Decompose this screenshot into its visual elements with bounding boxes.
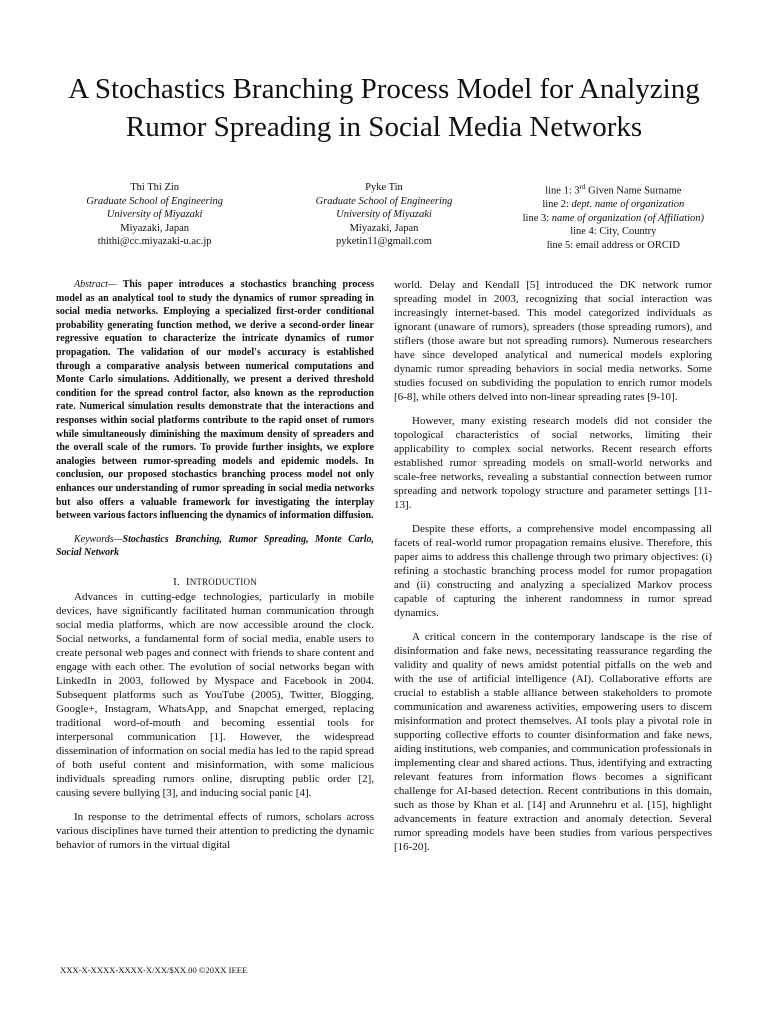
author-location: Miyazaki, Japan: [120, 222, 190, 234]
paragraph: In response to the detrimental effects of rumors, scholars across various disciplines have turned their attention to predicting the dynamic behavior of rumors in the virtual digital: [56, 810, 374, 851]
author-dept: Graduate School of Engineering: [315, 195, 453, 207]
author-1: [40, 181, 269, 252]
author-block: [40, 181, 728, 252]
author-name: Thi Thi Zin: [130, 182, 180, 193]
author-email: thithi@cc.miyazaki-u.ac.jp: [97, 236, 212, 248]
author3-line3: line 3: name of organization (of Affiliation): [522, 212, 705, 224]
author-org: University of Miyazaki: [336, 209, 432, 221]
author-dept: Graduate School of Engineering: [86, 195, 224, 207]
author3-line1: line 1: 3rd Given Name Surname: [545, 183, 682, 197]
author-org: University of Miyazaki: [106, 209, 203, 221]
paragraph: However, many existing research models did not consider the topological characteristics of social networks, limiting their applicability to complex social networks. Recent research efforts established rumor spreading models on small-world networks and scale-free networks, revealing a substantial connection between rumor spreading and network topology structure and parameter settings [11-13].: [394, 415, 712, 511]
left-column: [56, 278, 374, 862]
keywords-lead: Keywords—: [74, 533, 123, 545]
abstract-lead: Abstract—: [74, 279, 117, 290]
author-location: Miyazaki, Japan: [349, 222, 419, 234]
paragraph: Advances in cutting-edge technologies, particularly in mobile devices, have significantly facilitated human communication through social media platforms, which are now accessible around the clock. Social networks, a fundamental form of social media, enable users to create personal web pages and connect with friends to share content and engage with each other. The evolution of social networks began with LinkedIn in 2003, followed by Myspace and Facebook in 2004. Subsequent platforms such as YouTube (2005), Twitter, Blogging, Google+, Instagram, WhatsApp, and Snapchat emerged, replacing traditional word-of-mouth and becoming essential tools for interpersonal communication [1]. However, the widespread dissemination of information on social media has led to the rapid spread of both useful content and misinformation, with some malicious individuals spreading rumors online, disrupting public order [2], causing severe bullying [3], and inducing social panic [4].: [56, 590, 374, 799]
author3-line4: line 4: City, Country: [570, 226, 657, 238]
section-heading-introduction: I. INTRODUCTION: [173, 575, 257, 588]
paragraph: Despite these efforts, a comprehensive model encompassing all facets of real-world rumor propagation remains elusive. Therefore, this paper aims to address this challenge through two primary objectives: (i) refining a stochastic branching process model for rumor propagation and (ii) constructing and analyzing a specialized Markov process capable of capturing the inherent randomness in rumor spread dynamics.: [394, 523, 712, 619]
paper-title: A Stochastics Branching Process Model for Analyzing Rumor Spreading in Social Media Networks: [68, 73, 700, 143]
keywords-text: Stochastics Branching, Rumor Spreading, Monte Carlo, Social Network: [56, 533, 374, 559]
author-2: [269, 181, 498, 252]
author-name: Pyke Tin: [365, 182, 403, 193]
author3-line5: line 5: email address or ORCID: [546, 239, 680, 251]
right-column: [394, 278, 712, 864]
author-email: pyketin11@gmail.com: [336, 236, 432, 248]
author3-line2: line 2: dept. name of organization: [542, 199, 685, 211]
copyright-footer: XXX-X-XXXX-XXXX-X/XX/$XX.00 ©20XX IEEE: [60, 965, 248, 975]
abstract: [56, 278, 374, 523]
keywords: [56, 533, 374, 560]
abstract-text: This paper introduces a stochastics branching process model as an analytical tool to study the dynamics of rumor spreading in social media networks. Employing a specialized first-order conditional probability generating function method, we derive a second-order linear regressive equation to characterize the intricate dynamics of rumor propagation. The validation of our model's accuracy is established through a comparative analysis between numerical computations and Monte Carlo simulations. Additionally, we present a derived threshold condition for the spread control factor, also known as the reproduction rate. Numerical simulation results demonstrate that the interactions and responses within social platforms contribute to the rapid onset of rumors while simultaneously diminishing the maximum density of spreaders and the overall scale of the rumors. To provide further insights, we explore analogies between rumor-spreading models and epidemic models. In conclusion, our proposed stochastics branching process model not only enhances our understanding of rumor spreading in social media networks but also offers a valuable framework for investigating the interplay between various factors influencing the dynamics of information diffusion.: [56, 279, 374, 522]
paragraph: A critical concern in the contemporary landscape is the rise of disinformation and fake news, necessitating reassurance regarding the validity and quality of news amidst potential pitfalls on the web and with the use of artificial intelligence (AI). Collaborative efforts are crucial to establish a stable alliance between stakeholders to promote communication and awareness activities, empowering users to discern misinformation and protect themselves. AI tools play a pivotal role in supporting collective efforts to counter disinformation and fake news, aiding institutions, web companies, and communication professionals in implementing clear and shared actions. Thus, identifying and extracting relevant features from information flows becomes a significant challenge for AI-based detection. Recent contributions in this domain, such as those by Khan et al. [14] and Arunnehru et al. [15], highlight advancements in feature extraction and anomaly detection. Several rumor spreading models have been studies from various perspectives [16-20].: [394, 631, 712, 853]
paragraph: world. Delay and Kendall [5] introduced the DK network rumor spreading model in 2003, recognizing that social interaction was increasingly internet-based. This model categorized individuals as ignorant (unaware of rumors), spreaders (those spreading rumors), and stiflers (those aware but not spreading rumors). Numerous researchers have since developed analytical and numerical models exploring dynamic rumor spreading behaviors in social media networks. Some studies focused on subdividing the population to enrich rumor models [6-8], while others delved into non-linear spreading rates [9-10].: [394, 279, 712, 403]
author-3-placeholder: [499, 181, 728, 252]
